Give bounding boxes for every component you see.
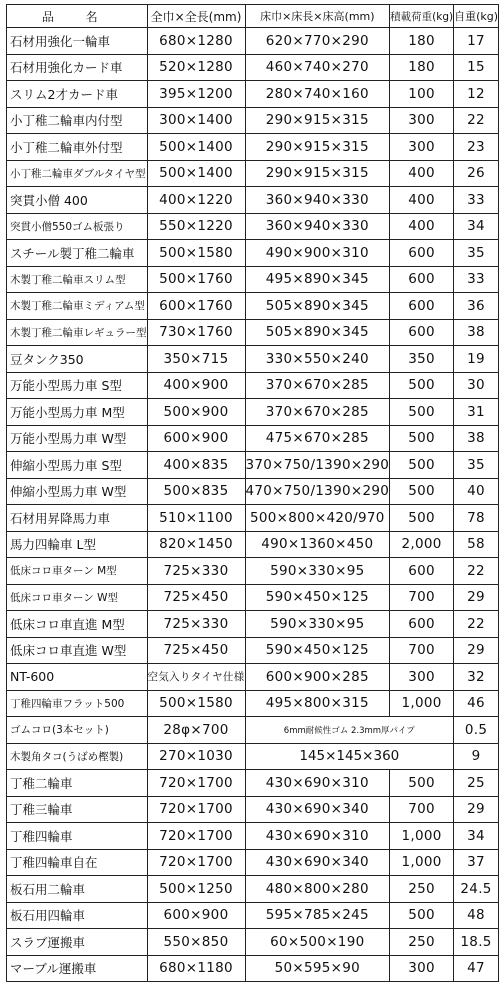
product-name: 馬力四輪車 L型 [7,531,148,558]
product-name: 木製角タコ(うばめ樫製) [7,743,148,770]
outer-size: 500×1580 [147,240,245,267]
header-deck-size: 床巾×床長×床高(mm) [245,5,390,28]
self-weight: 29 [454,796,499,823]
header-outer-size: 全巾×全長(mm) [147,5,245,28]
self-weight: 12 [454,81,499,108]
table-row [7,107,499,134]
table-row [7,266,499,293]
outer-size: 500×1400 [147,134,245,161]
product-name: 伸縮小型馬力車 S型 [7,452,148,479]
outer-size: 300×1400 [147,107,245,134]
self-weight: 40 [454,478,499,505]
outer-size: 820×1450 [147,531,245,558]
table-row [7,849,499,876]
self-weight: 25 [454,770,499,797]
product-name: スラブ運搬車 [7,929,148,956]
table-row [7,425,499,452]
outer-size: 空気入りタイヤ仕様 [147,664,245,691]
load-capacity: 600 [390,319,454,346]
deck-size: 490×900×310 [245,240,390,267]
table-row [7,213,499,240]
load-capacity: 500 [390,770,454,797]
load-capacity: 2,000 [390,531,454,558]
deck-size: 370×670×285 [245,372,390,399]
outer-size: 500×1400 [147,160,245,187]
product-name: 丁稚四輪車フラット500 [7,690,148,717]
load-capacity: 600 [390,240,454,267]
self-weight: 38 [454,319,499,346]
deck-size: 590×450×125 [245,584,390,611]
deck-size: 430×690×340 [245,849,390,876]
table-row [7,955,499,982]
table-row [7,372,499,399]
self-weight: 46 [454,690,499,717]
self-weight: 30 [454,372,499,399]
product-name: 石材用昇降馬力車 [7,505,148,532]
table-row [7,876,499,903]
table-row [7,717,499,744]
load-capacity: 1,000 [390,690,454,717]
self-weight: 38 [454,425,499,452]
outer-size: 500×835 [147,478,245,505]
deck-size: 590×450×125 [245,637,390,664]
table-row [7,134,499,161]
product-name: 小丁稚二輪車ダブルタイヤ型 [7,160,148,187]
load-capacity: 1,000 [390,823,454,850]
table-row [7,902,499,929]
load-capacity: 700 [390,637,454,664]
load-capacity: 500 [390,452,454,479]
deck-size: 430×690×310 [245,770,390,797]
table-row [7,54,499,81]
table-row [7,558,499,585]
table-row [7,743,499,770]
load-capacity: 100 [390,81,454,108]
deck-size: 370×750/1390×290 [245,452,390,479]
product-name: 豆タンク350 [7,346,148,373]
deck-size: 430×690×310 [245,823,390,850]
self-weight: 37 [454,849,499,876]
deck-size: 590×330×95 [245,558,390,585]
outer-size: 520×1280 [147,54,245,81]
outer-size: 720×1700 [147,770,245,797]
deck-size: 505×890×345 [245,293,390,320]
outer-size: 725×450 [147,584,245,611]
header-load: 積載荷重(kg) [390,5,454,28]
deck-size: 290×915×315 [245,160,390,187]
table-row [7,611,499,638]
table-row [7,160,499,187]
load-capacity: 350 [390,346,454,373]
self-weight: 0.5 [454,717,499,744]
self-weight: 33 [454,187,499,214]
product-name: 万能小型馬力車 S型 [7,372,148,399]
header-row [7,5,499,28]
product-name: 低床コロ車直進 M型 [7,611,148,638]
product-name: 丁稚四輪車自在 [7,849,148,876]
product-name: マーブル運搬車 [7,955,148,982]
deck-size: 360×940×330 [245,187,390,214]
load-capacity: 400 [390,213,454,240]
load-capacity: 600 [390,293,454,320]
product-spec-table-wrapper [6,4,499,982]
deck-size: 370×670×285 [245,399,390,426]
deck-size: 330×550×240 [245,346,390,373]
table-row [7,531,499,558]
outer-size: 270×1030 [147,743,245,770]
load-capacity: 500 [390,478,454,505]
product-name: 突貫小僧550ゴム板張り [7,213,148,240]
self-weight: 9 [454,743,499,770]
outer-size: 725×330 [147,611,245,638]
self-weight: 29 [454,637,499,664]
product-name: 木製丁稚二輪車スリム型 [7,266,148,293]
outer-size: 500×900 [147,399,245,426]
self-weight: 22 [454,107,499,134]
load-capacity: 500 [390,425,454,452]
load-capacity: 500 [390,902,454,929]
load-capacity: 600 [390,611,454,638]
load-capacity: 300 [390,107,454,134]
self-weight: 32 [454,664,499,691]
table-row [7,505,499,532]
product-name: 石材用強化一輪車 [7,28,148,55]
self-weight: 31 [454,399,499,426]
self-weight: 78 [454,505,499,532]
deck-size: 50×595×90 [245,955,390,982]
load-capacity: 700 [390,584,454,611]
table-row [7,690,499,717]
product-name: 丁稚三輪車 [7,796,148,823]
load-capacity: 250 [390,929,454,956]
deck-size: 595×785×245 [245,902,390,929]
deck-size: 145×145×360 [245,743,454,770]
deck-size: 470×750/1390×290 [245,478,390,505]
product-name: 小丁稚二輪車内付型 [7,107,148,134]
self-weight: 24.5 [454,876,499,903]
table-row [7,664,499,691]
self-weight: 36 [454,293,499,320]
deck-size: 490×1360×450 [245,531,390,558]
table-row [7,770,499,797]
deck-size: 500×800×420/970 [245,505,390,532]
product-name: 丁稚二輪車 [7,770,148,797]
table-row [7,187,499,214]
product-name: NT-600 [7,664,148,691]
outer-size: 28φ×700 [147,717,245,744]
table-row [7,637,499,664]
outer-size: 550×1220 [147,213,245,240]
outer-size: 510×1100 [147,505,245,532]
outer-size: 400×835 [147,452,245,479]
deck-size: 6mm耐候性ゴム 2.3mm厚パイプ [245,717,454,744]
product-name: 万能小型馬力車 W型 [7,425,148,452]
product-name: 板石用四輪車 [7,902,148,929]
table-row [7,399,499,426]
outer-size: 725×330 [147,558,245,585]
outer-size: 500×1580 [147,690,245,717]
load-capacity: 300 [390,955,454,982]
self-weight: 17 [454,28,499,55]
outer-size: 500×1250 [147,876,245,903]
product-name: 伸縮小型馬力車 W型 [7,478,148,505]
product-name: 板石用二輪車 [7,876,148,903]
outer-size: 550×850 [147,929,245,956]
deck-size: 290×915×315 [245,134,390,161]
load-capacity: 180 [390,28,454,55]
deck-size: 280×740×160 [245,81,390,108]
product-name: スチール製丁稚二輪車 [7,240,148,267]
load-capacity: 300 [390,664,454,691]
product-spec-table [6,4,499,982]
load-capacity: 500 [390,505,454,532]
deck-size: 495×890×345 [245,266,390,293]
product-name: 丁稚四輪車 [7,823,148,850]
deck-size: 620×770×290 [245,28,390,55]
load-capacity: 300 [390,134,454,161]
deck-size: 600×900×285 [245,664,390,691]
deck-size: 505×890×345 [245,319,390,346]
table-row [7,28,499,55]
self-weight: 33 [454,266,499,293]
product-name: 木製丁稚二輪車ミディアム型 [7,293,148,320]
deck-size: 360×940×330 [245,213,390,240]
product-name: 低床コロ車ターン W型 [7,584,148,611]
header-name: 品 名 [7,5,148,28]
deck-size: 495×800×315 [245,690,390,717]
product-name: 小丁稚二輪車外付型 [7,134,148,161]
table-row [7,319,499,346]
self-weight: 34 [454,823,499,850]
table-row [7,81,499,108]
product-name: 低床コロ車ターン M型 [7,558,148,585]
table-row [7,796,499,823]
outer-size: 720×1700 [147,849,245,876]
load-capacity: 250 [390,876,454,903]
deck-size: 590×330×95 [245,611,390,638]
outer-size: 680×1280 [147,28,245,55]
self-weight: 22 [454,558,499,585]
outer-size: 400×1220 [147,187,245,214]
deck-size: 290×915×315 [245,107,390,134]
load-capacity: 400 [390,160,454,187]
table-row [7,823,499,850]
load-capacity: 500 [390,372,454,399]
load-capacity: 1,000 [390,849,454,876]
deck-size: 460×740×270 [245,54,390,81]
load-capacity: 600 [390,266,454,293]
outer-size: 680×1180 [147,955,245,982]
self-weight: 58 [454,531,499,558]
load-capacity: 500 [390,399,454,426]
outer-size: 350×715 [147,346,245,373]
product-name: ゴムコロ(3本セット) [7,717,148,744]
self-weight: 23 [454,134,499,161]
table-row [7,452,499,479]
table-row [7,240,499,267]
self-weight: 15 [454,54,499,81]
outer-size: 400×900 [147,372,245,399]
self-weight: 19 [454,346,499,373]
outer-size: 720×1700 [147,823,245,850]
product-name: 木製丁稚二輪車レギュラー型 [7,319,148,346]
deck-size: 60×500×190 [245,929,390,956]
outer-size: 600×900 [147,425,245,452]
self-weight: 47 [454,955,499,982]
self-weight: 22 [454,611,499,638]
load-capacity: 700 [390,796,454,823]
product-name: 突貫小僧 400 [7,187,148,214]
outer-size: 395×1200 [147,81,245,108]
table-row [7,293,499,320]
outer-size: 730×1760 [147,319,245,346]
self-weight: 18.5 [454,929,499,956]
product-name: 万能小型馬力車 M型 [7,399,148,426]
product-name: 低床コロ車直進 W型 [7,637,148,664]
outer-size: 500×1760 [147,266,245,293]
load-capacity: 600 [390,558,454,585]
outer-size: 600×1760 [147,293,245,320]
outer-size: 720×1700 [147,796,245,823]
table-row [7,478,499,505]
self-weight: 34 [454,213,499,240]
load-capacity: 400 [390,187,454,214]
outer-size: 725×450 [147,637,245,664]
outer-size: 600×900 [147,902,245,929]
product-name: 石材用強化カード車 [7,54,148,81]
self-weight: 35 [454,240,499,267]
self-weight: 26 [454,160,499,187]
self-weight: 48 [454,902,499,929]
load-capacity: 180 [390,54,454,81]
deck-size: 480×800×280 [245,876,390,903]
deck-size: 475×670×285 [245,425,390,452]
table-row [7,929,499,956]
product-name: スリム2才カード車 [7,81,148,108]
self-weight: 29 [454,584,499,611]
table-body [7,28,499,982]
table-row [7,346,499,373]
deck-size: 430×690×340 [245,796,390,823]
table-row [7,584,499,611]
header-weight: 自重(kg) [454,5,499,28]
self-weight: 35 [454,452,499,479]
